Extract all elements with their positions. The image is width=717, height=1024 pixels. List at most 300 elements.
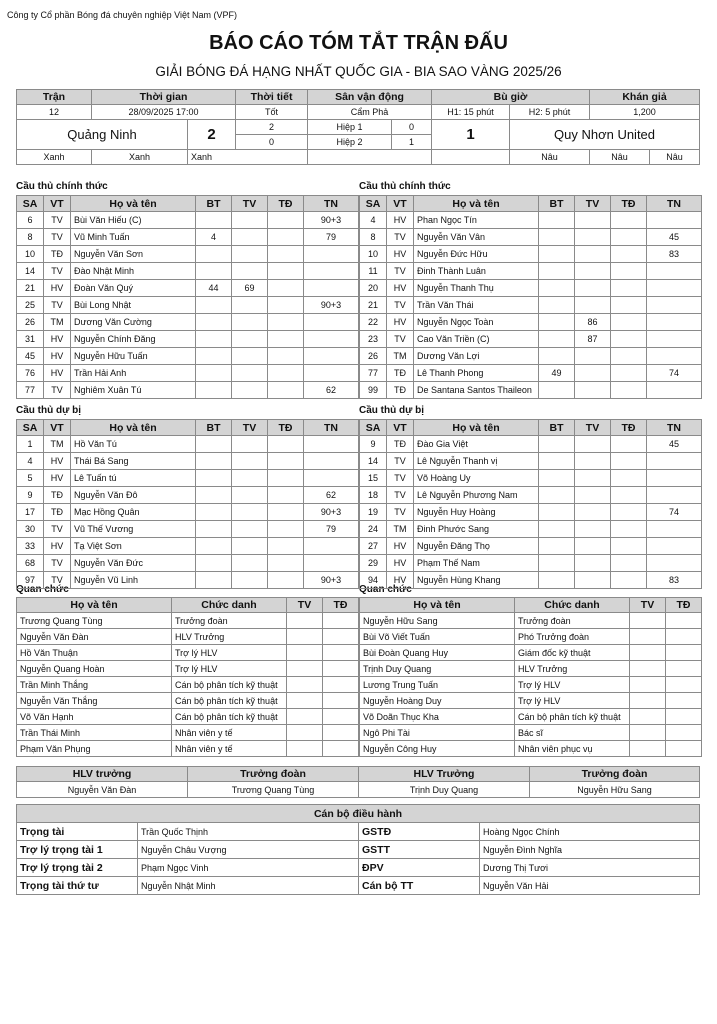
yellow-card-minute (575, 487, 611, 504)
home-lead-name: Trương Quang Tùng (188, 782, 359, 798)
goal-minute (539, 555, 575, 572)
goal-minute (539, 263, 575, 280)
official-role: Trưởng đoàn (515, 613, 630, 629)
column-header-tv: TV (575, 196, 611, 212)
position: TĐ (44, 504, 71, 521)
official-name: Bùi Đoàn Quang Huy (360, 645, 515, 661)
position: TV (44, 297, 71, 314)
goal-minute (539, 348, 575, 365)
table-row (17, 453, 359, 470)
home-coach-name: Nguyễn Văn Đàn (17, 782, 188, 798)
official-role: Nhân viên y tế (172, 725, 287, 741)
red-card-minute (268, 365, 304, 382)
shirt-number: 45 (17, 348, 44, 365)
shirt-number: 9 (360, 436, 387, 453)
shirt-number: 68 (17, 555, 44, 572)
red-card-minute (268, 263, 304, 280)
goal-minute: 49 (539, 365, 575, 382)
yellow-card-minute (232, 470, 268, 487)
table-row (17, 741, 359, 757)
goal-minute (539, 453, 575, 470)
goal-minute (539, 382, 575, 399)
table-row (360, 538, 702, 555)
table-row (360, 677, 702, 693)
match-officials-header: Cán bộ điều hành (17, 805, 700, 823)
substitution-minute (304, 555, 359, 572)
yellow-card-minute (232, 538, 268, 555)
column-header-name: Họ và tên (414, 420, 539, 436)
red-card-minute (323, 677, 359, 693)
substitution-minute: 79 (304, 229, 359, 246)
player-name: Nguyễn Văn Đức (71, 555, 196, 572)
player-name: Vũ Minh Tuấn (71, 229, 196, 246)
table-row (17, 436, 359, 453)
official-name: Bùi Võ Viết Tuấn (360, 629, 515, 645)
red-card-minute (666, 725, 702, 741)
column-header-name: Họ và tên (71, 420, 196, 436)
player-name: Vũ Thế Vương (71, 521, 196, 538)
player-name: De Santana Santos Thaileon (414, 382, 539, 399)
yellow-card-minute: 69 (232, 280, 268, 297)
table-row (17, 645, 359, 661)
red-card-minute (666, 661, 702, 677)
home-starters-table (16, 195, 359, 399)
goal-minute (196, 487, 232, 504)
player-name: Nguyễn Văn Sơn (71, 246, 196, 263)
stoppage-h2: H2: 5 phút (510, 105, 590, 120)
goal-minute (196, 572, 232, 589)
yellow-card-minute (287, 677, 323, 693)
shirt-number: 77 (360, 365, 387, 382)
yellow-card-minute (232, 453, 268, 470)
column-header-td: TĐ (323, 598, 359, 613)
organization-name: Công ty Cổ phần Bóng đá chuyên nghiệp Việt Nam (VPF) (7, 10, 237, 20)
red-card-minute (611, 470, 647, 487)
position: TV (387, 297, 414, 314)
substitution-minute (647, 487, 702, 504)
position: HV (387, 555, 414, 572)
official-role-right: GSTT (359, 841, 480, 859)
position: TĐ (387, 436, 414, 453)
yellow-card-minute (232, 246, 268, 263)
header-match: Trận (17, 90, 92, 105)
away-half1-goals: 0 (392, 120, 432, 135)
match-officials-table (16, 804, 700, 895)
official-role: Trợ lý HLV (172, 661, 287, 677)
player-name: Bùi Văn Hiếu (C) (71, 212, 196, 229)
shirt-number: 22 (360, 314, 387, 331)
red-card-minute (611, 538, 647, 555)
position: TV (387, 453, 414, 470)
official-role: Cán bộ phân tích kỹ thuật (172, 709, 287, 725)
official-name: Võ Văn Hạnh (17, 709, 172, 725)
table-row (17, 613, 359, 629)
substitution-minute (647, 555, 702, 572)
red-card-minute (268, 280, 304, 297)
shirt-number: 21 (17, 280, 44, 297)
substitution-minute (647, 212, 702, 229)
substitution-minute (647, 453, 702, 470)
player-name: Nguyễn Hùng Khang (414, 572, 539, 589)
yellow-card-minute (575, 246, 611, 263)
shirt-number: 19 (360, 504, 387, 521)
substitution-minute (304, 246, 359, 263)
table-row (360, 212, 702, 229)
position: HV (44, 470, 71, 487)
player-name: Phạm Thế Nam (414, 555, 539, 572)
column-header-bt: BT (196, 420, 232, 436)
table-row (360, 504, 702, 521)
player-name: Dương Văn Cường (71, 314, 196, 331)
position: TV (387, 263, 414, 280)
table-row (360, 521, 702, 538)
yellow-card-minute (232, 487, 268, 504)
table-row (17, 487, 359, 504)
shirt-number: 21 (360, 297, 387, 314)
red-card-minute (268, 297, 304, 314)
yellow-card-minute (630, 741, 666, 757)
official-name-left: Nguyễn Nhật Minh (138, 877, 359, 895)
table-row (17, 629, 359, 645)
player-name: Đinh Phước Sang (414, 521, 539, 538)
yellow-card-minute (232, 297, 268, 314)
substitution-minute (304, 314, 359, 331)
red-card-minute (268, 555, 304, 572)
position: TV (44, 382, 71, 399)
table-row (17, 212, 359, 229)
table-row (360, 365, 702, 382)
yellow-card-minute (630, 645, 666, 661)
yellow-card-minute (630, 661, 666, 677)
player-name: Nguyễn Ngọc Toàn (414, 314, 539, 331)
player-name: Trần Văn Thái (414, 297, 539, 314)
yellow-card-minute (287, 661, 323, 677)
player-name: Nguyễn Đăng Thọ (414, 538, 539, 555)
column-header-tv: TV (287, 598, 323, 613)
home-team-name: Quảng Ninh (17, 120, 188, 150)
substitution-minute (647, 470, 702, 487)
yellow-card-minute: 86 (575, 314, 611, 331)
column-header-role: Chức danh (172, 598, 287, 613)
substitution-minute: 90+3 (304, 572, 359, 589)
column-header-sa: SA (17, 196, 44, 212)
match-info-table (16, 89, 700, 165)
table-row (360, 297, 702, 314)
table-row (17, 677, 359, 693)
substitution-minute (647, 382, 702, 399)
column-header-vt: VT (387, 196, 414, 212)
shirt-number: 30 (17, 521, 44, 538)
header-home-coach: HLV trưởng (17, 767, 188, 782)
column-header-td: TĐ (268, 420, 304, 436)
goal-minute (196, 331, 232, 348)
shirt-number: 77 (17, 382, 44, 399)
official-role: HLV Trưởng (172, 629, 287, 645)
goal-minute (196, 521, 232, 538)
player-name: Nguyễn Huy Hoàng (414, 504, 539, 521)
position: TM (44, 314, 71, 331)
player-name: Nguyễn Văn Vân (414, 229, 539, 246)
position: TV (44, 521, 71, 538)
goal-minute (196, 453, 232, 470)
red-card-minute (611, 331, 647, 348)
half2-label: Hiệp 2 (308, 135, 392, 150)
official-role: Giám đốc kỹ thuật (515, 645, 630, 661)
shirt-number: 94 (360, 572, 387, 589)
position: TĐ (387, 365, 414, 382)
substitution-minute (647, 280, 702, 297)
substitution-minute (647, 314, 702, 331)
official-role-right: ĐPV (359, 859, 480, 877)
yellow-card-minute (575, 263, 611, 280)
table-row (17, 823, 700, 841)
goal-minute (196, 314, 232, 331)
red-card-minute (268, 436, 304, 453)
position: TV (44, 555, 71, 572)
official-name: Nguyễn Hữu Sang (360, 613, 515, 629)
position: HV (387, 572, 414, 589)
yellow-card-minute (575, 538, 611, 555)
player-name: Võ Hoàng Uy (414, 470, 539, 487)
away-officials-table (359, 597, 702, 757)
match-weather: Tốt (236, 105, 308, 120)
column-header-tn: TN (647, 196, 702, 212)
away-kit-socks: Nâu (650, 150, 700, 165)
official-name-right: Dương Thị Tươi (480, 859, 700, 877)
yellow-card-minute (232, 229, 268, 246)
table-row (360, 741, 702, 757)
position: TV (387, 470, 414, 487)
home-kit-socks: Xanh (188, 150, 308, 165)
goal-minute (539, 487, 575, 504)
column-header-vt: VT (44, 420, 71, 436)
yellow-card-minute (630, 613, 666, 629)
official-name: Nguyễn Hoàng Duy (360, 693, 515, 709)
shirt-number: 27 (360, 538, 387, 555)
report-title: BÁO CÁO TÓM TẮT TRẬN ĐẤU (209, 32, 508, 54)
position: HV (387, 246, 414, 263)
yellow-card-minute (575, 365, 611, 382)
player-name: Bùi Long Nhật (71, 297, 196, 314)
position: TV (44, 572, 71, 589)
player-name: Nguyễn Chính Đăng (71, 331, 196, 348)
official-name: Trần Minh Thắng (17, 677, 172, 693)
away-officials-label: Quan chức (359, 584, 412, 595)
red-card-minute (611, 280, 647, 297)
red-card-minute (268, 331, 304, 348)
player-name: Lê Nguyễn Thanh vị (414, 453, 539, 470)
table-row (360, 613, 702, 629)
yellow-card-minute (232, 572, 268, 589)
player-name: Mạc Hồng Quân (71, 504, 196, 521)
red-card-minute (268, 538, 304, 555)
home-starters-label: Cầu thủ chính thức (16, 181, 108, 192)
official-name-left: Phạm Ngọc Vinh (138, 859, 359, 877)
yellow-card-minute (287, 709, 323, 725)
official-role: Nhân viên phục vụ (515, 741, 630, 757)
yellow-card-minute (575, 382, 611, 399)
player-name: Đào Gia Việt (414, 436, 539, 453)
shirt-number: 1 (17, 436, 44, 453)
shirt-number: 4 (17, 453, 44, 470)
column-header-name: Họ và tên (360, 598, 515, 613)
position: TĐ (44, 246, 71, 263)
yellow-card-minute (232, 436, 268, 453)
player-name: Phan Ngọc Tín (414, 212, 539, 229)
column-header-tn: TN (304, 420, 359, 436)
table-row (17, 504, 359, 521)
shirt-number: 10 (17, 246, 44, 263)
official-name: Nguyễn Văn Đàn (17, 629, 172, 645)
position: TV (387, 487, 414, 504)
table-row (360, 572, 702, 589)
red-card-minute (268, 504, 304, 521)
tournament-subtitle: GIẢI BÓNG ĐÁ HẠNG NHẤT QUỐC GIA - BIA SAO VÀNG 2025/26 (155, 64, 562, 79)
shirt-number: 14 (17, 263, 44, 280)
away-starters-table (359, 195, 702, 399)
table-row (17, 725, 359, 741)
stoppage-h1: H1: 15 phút (432, 105, 510, 120)
official-role: HLV Trưởng (515, 661, 630, 677)
home-kit-shorts: Xanh (92, 150, 188, 165)
official-name: Lương Trung Tuấn (360, 677, 515, 693)
substitution-minute: 90+3 (304, 504, 359, 521)
shirt-number: 8 (360, 229, 387, 246)
shirt-number: 26 (360, 348, 387, 365)
substitution-minute: 45 (647, 229, 702, 246)
substitution-minute (304, 436, 359, 453)
position: HV (387, 314, 414, 331)
header-time: Thời gian (92, 90, 236, 105)
table-row (17, 348, 359, 365)
substitution-minute: 90+3 (304, 297, 359, 314)
official-role: Cán bộ phân tích kỹ thuật (515, 709, 630, 725)
substitution-minute (647, 348, 702, 365)
column-header-tv: TV (232, 196, 268, 212)
red-card-minute (611, 348, 647, 365)
red-card-minute (323, 629, 359, 645)
player-name: Lê Tuấn tú (71, 470, 196, 487)
substitution-minute (647, 263, 702, 280)
yellow-card-minute (575, 229, 611, 246)
official-name-right: Nguyễn Văn Hải (480, 877, 700, 895)
official-name: Hồ Văn Thuận (17, 645, 172, 661)
column-header-tn: TN (304, 196, 359, 212)
position: HV (44, 453, 71, 470)
position: HV (44, 280, 71, 297)
official-role-left: Trợ lý trọng tài 2 (17, 859, 138, 877)
red-card-minute (611, 297, 647, 314)
table-row (17, 470, 359, 487)
red-card-minute (611, 487, 647, 504)
away-team-name: Quy Nhơn United (510, 120, 700, 150)
yellow-card-minute (575, 504, 611, 521)
official-role: Trợ lý HLV (515, 693, 630, 709)
table-row (17, 841, 700, 859)
home-half2-goals: 0 (236, 135, 308, 150)
position: HV (44, 331, 71, 348)
substitution-minute (304, 331, 359, 348)
official-name: Nguyễn Công Huy (360, 741, 515, 757)
official-name: Trần Thái Minh (17, 725, 172, 741)
table-row (360, 246, 702, 263)
yellow-card-minute (630, 629, 666, 645)
substitution-minute (304, 453, 359, 470)
red-card-minute (268, 246, 304, 263)
red-card-minute (611, 314, 647, 331)
substitution-minute: 83 (647, 246, 702, 263)
yellow-card-minute (287, 693, 323, 709)
shirt-number: 20 (360, 280, 387, 297)
shirt-number: 4 (360, 212, 387, 229)
kit-spacer (308, 150, 432, 165)
red-card-minute (666, 709, 702, 725)
red-card-minute (268, 453, 304, 470)
yellow-card-minute (575, 521, 611, 538)
column-header-name: Họ và tên (71, 196, 196, 212)
goal-minute (539, 470, 575, 487)
table-row (360, 629, 702, 645)
shirt-number: 11 (360, 263, 387, 280)
red-card-minute (323, 645, 359, 661)
table-row (17, 555, 359, 572)
red-card-minute (666, 741, 702, 757)
goal-minute (196, 297, 232, 314)
goal-minute (539, 331, 575, 348)
goal-minute (196, 263, 232, 280)
table-row (17, 280, 359, 297)
column-header-tn: TN (647, 420, 702, 436)
red-card-minute (323, 725, 359, 741)
shirt-number: 6 (17, 212, 44, 229)
official-name: Võ Doãn Thục Kha (360, 709, 515, 725)
substitution-minute (647, 538, 702, 555)
match-stadium: Cẩm Phả (308, 105, 432, 120)
yellow-card-minute (232, 212, 268, 229)
shirt-number: 10 (360, 246, 387, 263)
red-card-minute (611, 263, 647, 280)
yellow-card-minute (630, 725, 666, 741)
official-role: Trưởng đoàn (172, 613, 287, 629)
yellow-card-minute (575, 436, 611, 453)
substitution-minute: 74 (647, 504, 702, 521)
match-time: 28/09/2025 17:00 (92, 105, 236, 120)
table-row (17, 229, 359, 246)
red-card-minute (268, 314, 304, 331)
player-name: Nguyễn Hữu Tuấn (71, 348, 196, 365)
table-row (17, 382, 359, 399)
yellow-card-minute (287, 725, 323, 741)
red-card-minute (268, 229, 304, 246)
header-weather: Thời tiết (236, 90, 308, 105)
away-half2-goals: 1 (392, 135, 432, 150)
official-name-right: Hoàng Ngọc Chính (480, 823, 700, 841)
shirt-number: 24 (360, 521, 387, 538)
goal-minute (539, 297, 575, 314)
yellow-card-minute (630, 709, 666, 725)
table-row (360, 382, 702, 399)
red-card-minute (268, 382, 304, 399)
position: TV (44, 263, 71, 280)
player-name: Hồ Văn Tú (71, 436, 196, 453)
red-card-minute (268, 348, 304, 365)
official-role-left: Trợ lý trọng tài 1 (17, 841, 138, 859)
table-row (17, 538, 359, 555)
goal-minute: 4 (196, 229, 232, 246)
position: HV (44, 538, 71, 555)
red-card-minute (268, 572, 304, 589)
position: TV (44, 229, 71, 246)
